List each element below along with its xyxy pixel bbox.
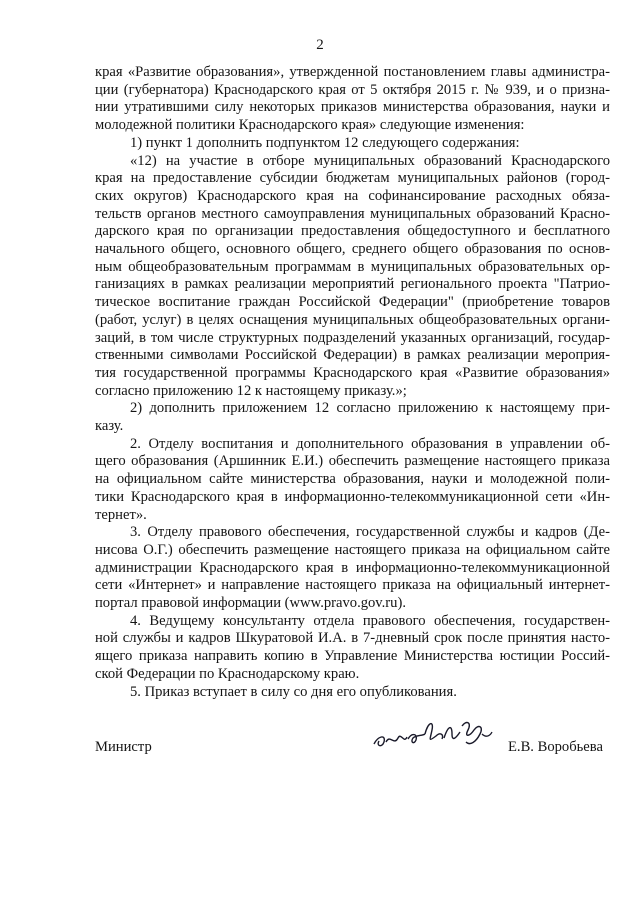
text-line: щего образования (Аршинник Е.И.) обеспечить размещение настоящего приказа	[95, 453, 610, 470]
signature-scribble-icon	[370, 712, 495, 762]
text-line: тическое воспитание граждан Российской Федерации" (приобретение товаров	[95, 294, 610, 311]
text-line: края на предоставление субсидии бюджетам муниципальных районов (город-	[95, 170, 610, 187]
text-line: ящего приказа направить копию в Управление Министерства юстиции Россий-	[95, 648, 610, 665]
signatory-title: Министр	[95, 739, 152, 755]
text-line: тельств органов местного самоуправления муниципальных образований Красно-	[95, 205, 610, 222]
text-line: нисова О.Г.) обеспечить размещение настоящего приказа на официальном сайте	[95, 541, 610, 558]
text-line: 1) пункт 1 дополнить подпунктом 12 следующего содержания:	[130, 134, 520, 151]
signatory-name: Е.В. Воробьева	[508, 739, 603, 755]
text-line: согласно приложению 12 к настоящему приказу.»;	[95, 382, 407, 399]
text-line: 3. Отделу правового обеспечения, государственной службы и кадров (Де-	[130, 524, 610, 541]
page-number: 2	[316, 37, 324, 53]
text-line: ственными символами Российской Федерации) в рамках реализации мероприя-	[95, 347, 610, 364]
text-line: портал правовой информации (www.pravo.gov.ru).	[95, 595, 406, 611]
text-line: администрации Краснодарского края в информационно-телекоммуникационной	[95, 559, 610, 576]
text-line: тики Краснодарского края в информационно-телекоммуникационной сети «Ин-	[95, 488, 610, 505]
text-line: ции (губернатора) Краснодарского края от 5 октября 2015 г. № 939, и о призна-	[95, 81, 610, 98]
text-line: тернет».	[95, 506, 147, 523]
text-line: 4. Ведущему консультанту отдела правового обеспечения, государствен-	[130, 612, 610, 629]
text-line: 2. Отделу воспитания и дополнительного образования в управлении об-	[130, 435, 610, 452]
text-line: на официальном сайте министерства образования, науки и молодежной поли-	[95, 471, 610, 488]
text-line: 2) дополнить приложением 12 согласно приложению к настоящему при-	[130, 400, 610, 417]
text-line: нии утратившими силу некоторых приказов министерства образования, науки и	[95, 99, 610, 116]
text-line: ской Федерации по Краснодарскому краю.	[95, 665, 360, 682]
text-line: ным общеобразовательным программам в муниципальных образовательных ор-	[95, 258, 610, 275]
text-line: 5. Приказ вступает в силу со дня его опубликования.	[130, 683, 457, 700]
text-line: заций, в том числе структурных подразделений указанных организаций, государ-	[95, 329, 610, 346]
text-line: «12) на участие в отборе муниципальных образований Краснодарского	[130, 152, 610, 169]
text-line: начального общего, основного общего, среднего общего образования по основ-	[95, 241, 610, 257]
text-line: ских округов) Краснодарского края на софинансирование расходных обяза-	[95, 187, 610, 204]
text-line: края «Развитие образования», утвержденной постановлением главы администра-	[95, 64, 610, 80]
text-line: сети «Интернет» и направление настоящего приказа на официальный интернет-	[95, 577, 610, 594]
text-line: ной службы и кадров Шкуратовой И.А. в 7-дневный срок после принятия насто-	[95, 630, 610, 647]
handwritten-signature	[370, 712, 495, 762]
text-line: казу.	[95, 418, 124, 434]
text-line: (работ, услуг) в целях оснащения муниципальных общеобразовательных органи-	[95, 311, 610, 328]
text-line: дарского края по организации предоставления общедоступного и бесплатного	[95, 223, 610, 240]
text-line: молодежной политики Краснодарского края» следующие изменения:	[95, 117, 525, 134]
text-line: ганизациях в рамках реализации мероприятий регионального проекта "Патрио-	[95, 276, 610, 293]
text-line: тия государственной программы Краснодарского края «Развитие образования»	[95, 364, 610, 381]
